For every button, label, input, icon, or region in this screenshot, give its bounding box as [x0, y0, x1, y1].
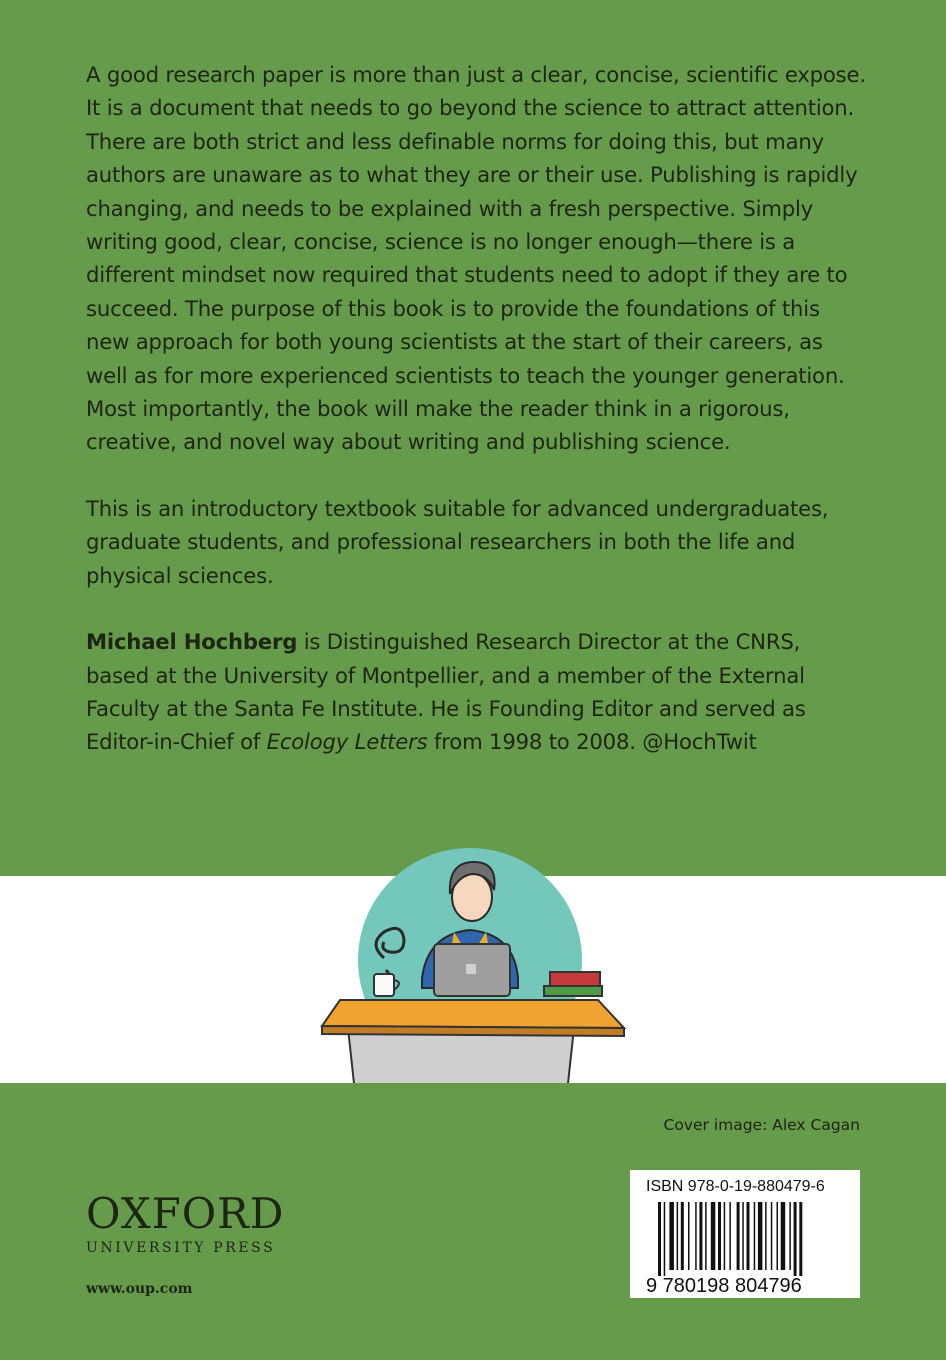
barcode-bar	[777, 1202, 779, 1270]
back-cover-text	[86, 58, 866, 792]
barcode	[644, 1202, 848, 1294]
university-press-label: UNIVERSITY PRESS	[86, 1240, 276, 1256]
barcode-digits: 9 780198 804796	[646, 1275, 802, 1294]
author-bio-part-1: is Distinguished Research Director at the CNRS, based at the University of Montpellier, and a member of the External Faculty at the Santa Fe Institute. He is Founding Editor and served as Editor-in-Chief of	[86, 629, 806, 755]
cover-image-credit: Cover image: Alex Cagan	[663, 1116, 860, 1134]
blurb-paragraph-1: A good research paper is more than just a clear, concise, scientific expose. It is a document that needs to go beyond the science to attract attention. There are both strict and less definable norms for doing this, but many authors are unaware as to what they are or their use. Publishing is rapidly changing, and needs to be explained with a fresh perspective. Simply writing good, clear, concise, science is no longer enough—there is a different mindset now required that students need to adopt if they are to succeed. The purpose of this book is to provide the foundations of this new approach for both young scientists at the start of their careers, as well as for more experienced scientists to teach the younger generation. Most importantly, the book will make the reader think in a rigorous, creative, and novel way about writing and publishing science.	[86, 62, 866, 455]
barcode-bar	[677, 1202, 679, 1270]
desk-top	[322, 1000, 624, 1028]
barcode-bar	[794, 1202, 797, 1276]
oxford-wordmark: OXFORD	[86, 1189, 285, 1238]
barcode-bar	[771, 1202, 773, 1270]
publisher-website: www.oup.com	[86, 1281, 193, 1297]
journal-title: Ecology Letters	[266, 729, 428, 755]
barcode-bar	[718, 1202, 721, 1270]
barcode-bar	[688, 1202, 690, 1270]
blurb-paragraph-2: This is an introductory textbook suitable for advanced undergraduates, graduate students, and professional researchers in both the life and physical sciences.	[86, 495, 829, 588]
isbn-barcode-box	[630, 1170, 860, 1298]
barcode-bar	[799, 1202, 802, 1276]
author-bio-part-2: from 1998 to 2008. @HochTwit	[427, 729, 757, 755]
barcode-bar	[747, 1202, 750, 1270]
isbn-label: ISBN 978-0-19-880479-6	[646, 1178, 825, 1195]
book-top	[550, 972, 600, 986]
laptop-logo	[466, 964, 476, 974]
book-bottom	[544, 986, 602, 996]
barcode-bar	[699, 1202, 702, 1270]
barcode-bar	[664, 1202, 666, 1276]
barcode-bars	[658, 1202, 802, 1276]
barcode-bar	[658, 1202, 661, 1276]
barcode-bar	[789, 1202, 791, 1270]
publisher-logo	[86, 1189, 285, 1256]
barcode-bar	[729, 1202, 731, 1270]
barcode-bar	[681, 1202, 684, 1270]
barcode-bar	[711, 1202, 716, 1270]
coffee-mug	[374, 974, 394, 996]
barcode-bar	[724, 1202, 726, 1270]
barcode-bar	[758, 1202, 763, 1270]
barcode-bar	[695, 1202, 697, 1270]
author-name: Michael Hochberg	[86, 629, 298, 655]
desk-edge	[322, 1026, 624, 1036]
barcode-bar	[765, 1202, 767, 1270]
barcode-bar	[754, 1202, 756, 1270]
barcode-bar	[742, 1202, 744, 1270]
author-bio	[86, 625, 866, 759]
barcode-bar	[737, 1202, 740, 1270]
barcode-bar	[669, 1202, 674, 1270]
barcode-bar	[781, 1202, 786, 1270]
desk-illustration	[300, 840, 640, 1100]
barcode-bar	[705, 1202, 707, 1270]
